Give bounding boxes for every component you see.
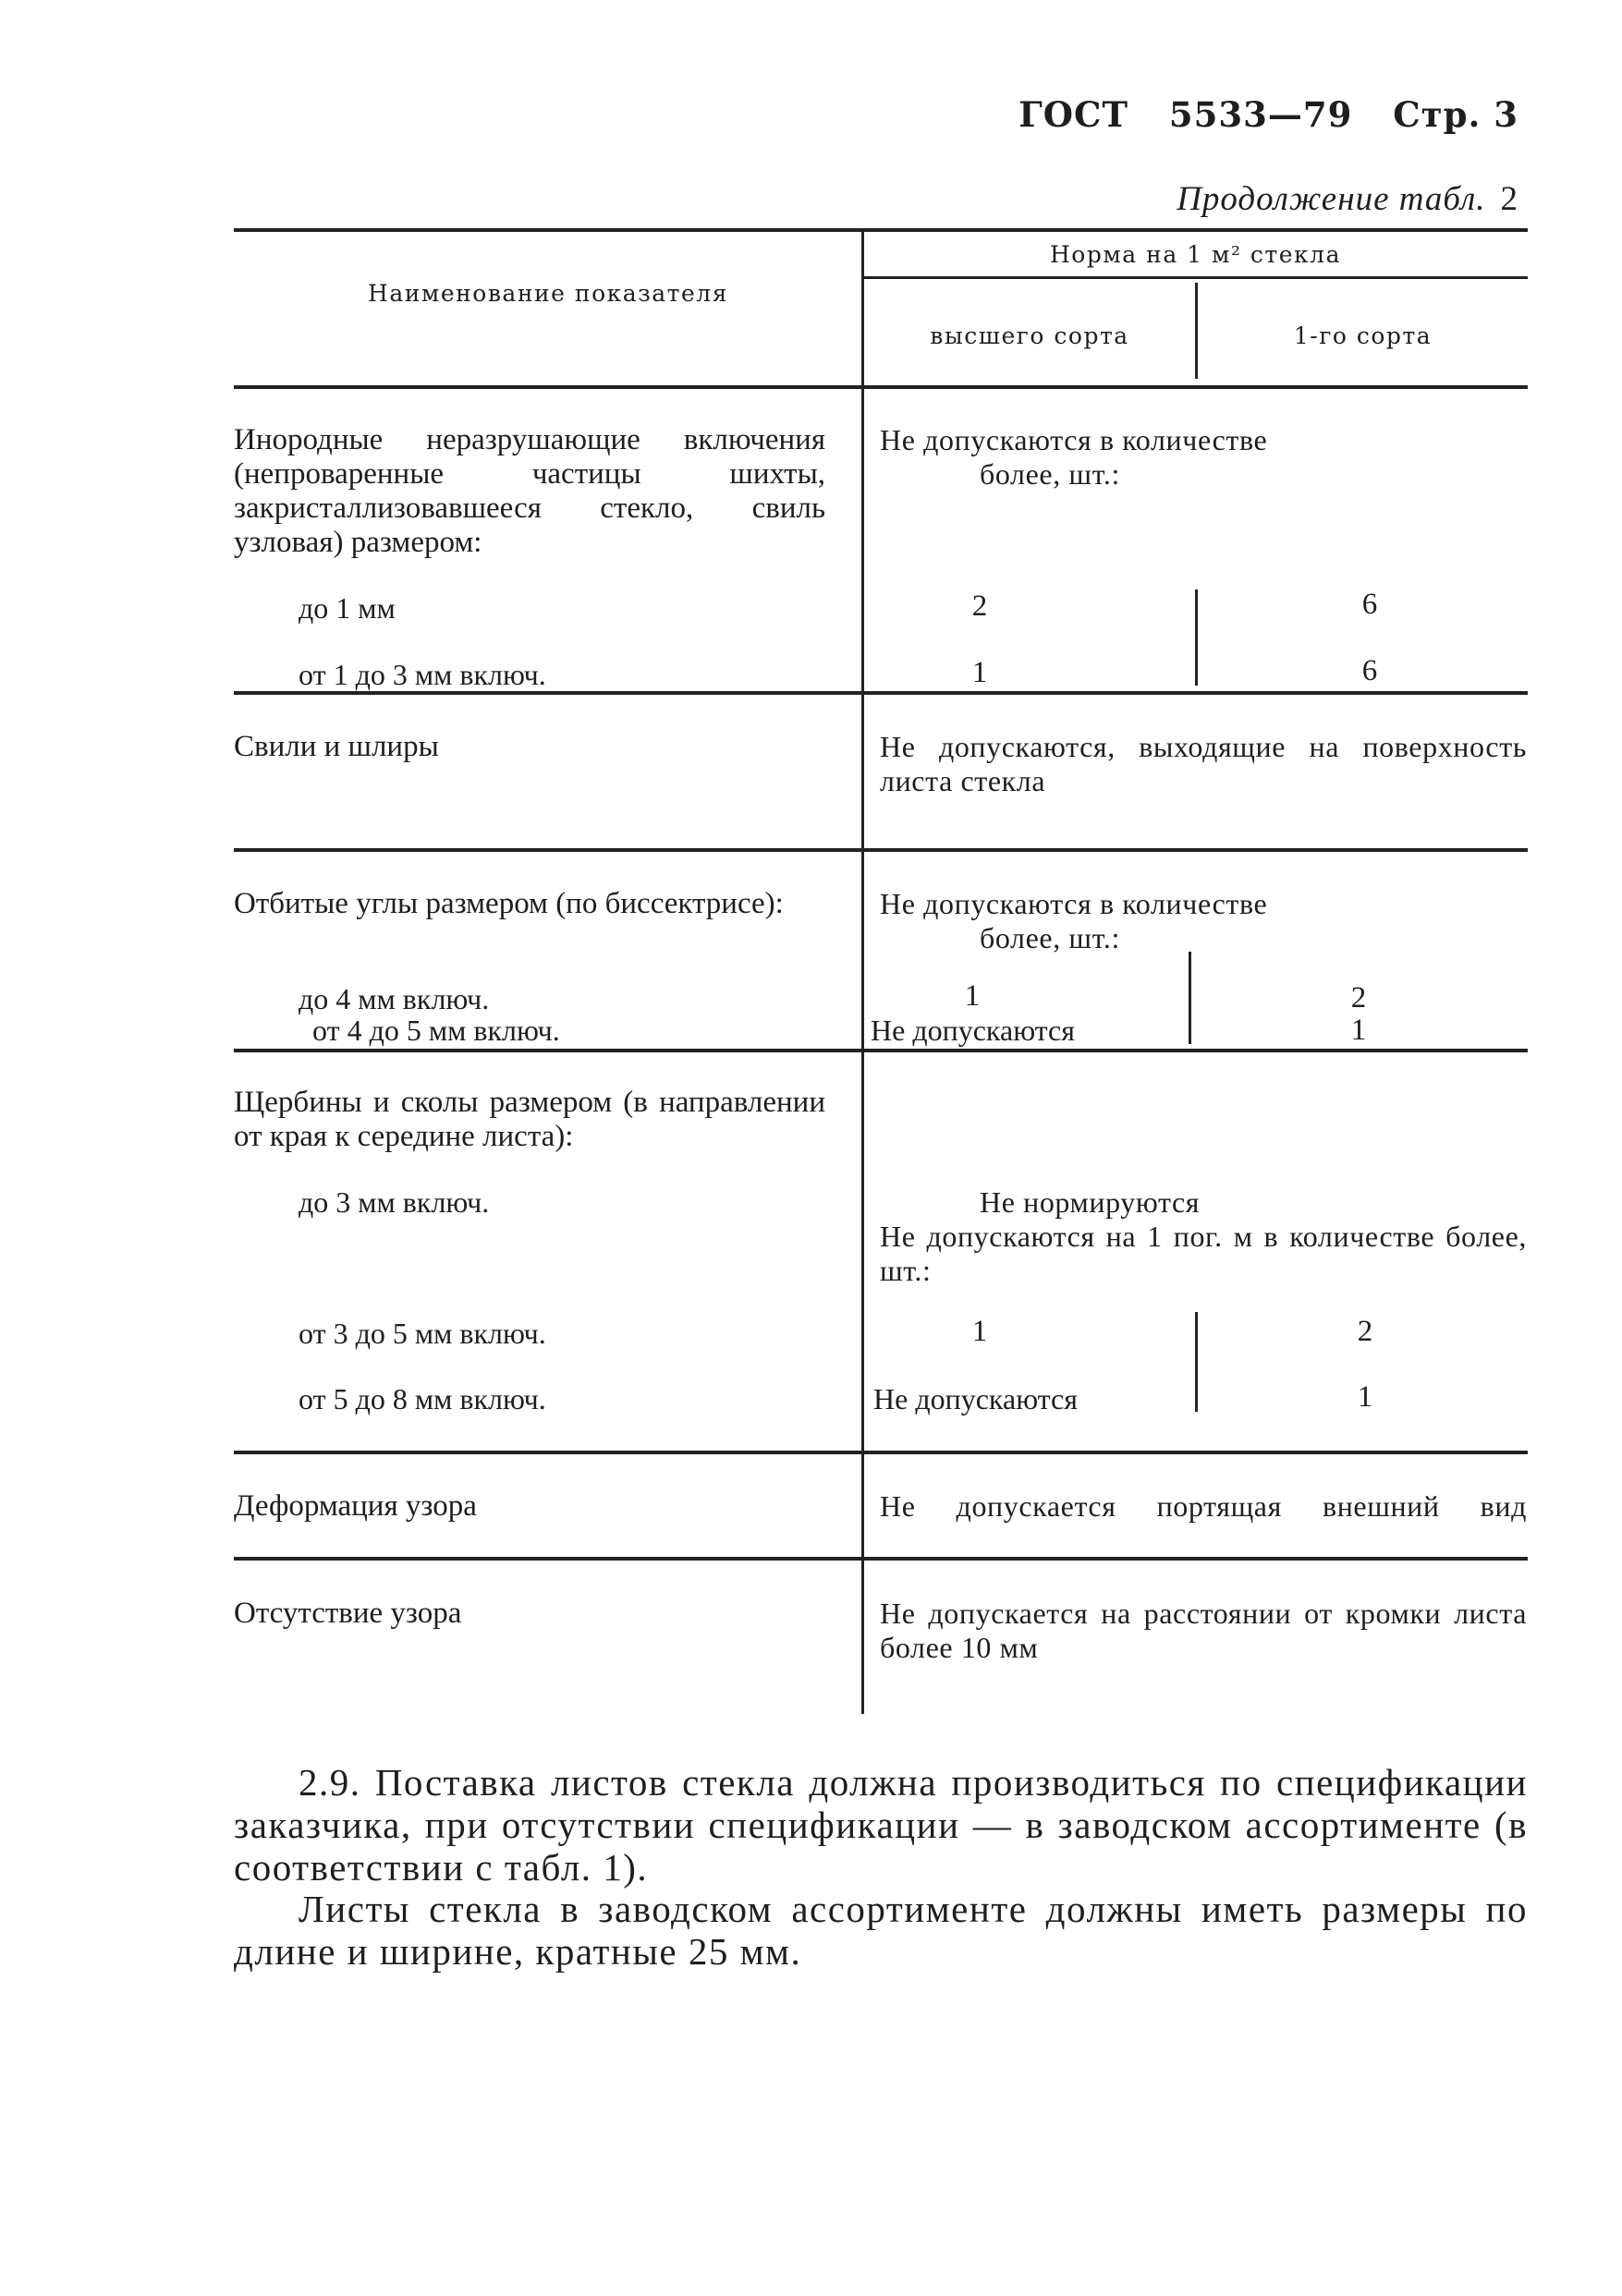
table-continuation-label xyxy=(1177,179,1518,219)
row-3-norm-cont: более, шт.: xyxy=(980,921,1120,954)
row-4-sub-2-label: от 3 до 5 мм включ. xyxy=(299,1317,546,1350)
standard-number: 5533—79 xyxy=(1168,94,1353,135)
row-4-sub-2-high: 1 xyxy=(971,1315,988,1348)
table-top-rule xyxy=(234,228,1528,232)
row-2-bottom-rule xyxy=(234,848,1528,852)
row-3-bottom-rule xyxy=(234,1049,1528,1052)
row-2-name: Свили и шлиры xyxy=(234,730,439,763)
row-3-sub-2-first: 1 xyxy=(1350,1014,1367,1047)
column-header-norm: Норма на 1 м² стекла xyxy=(1050,241,1341,268)
row-4-name: Щербины и сколы размером (в направлении от края к середине листа): xyxy=(234,1086,825,1153)
row-4-sub-1-norm2: Не допускаются на 1 пог. м в количестве более, шт.: xyxy=(880,1220,1527,1287)
row-3-name: Отбитые углы размером (по биссектрисе): xyxy=(234,887,784,920)
row-1-sub-1-first: 6 xyxy=(1361,588,1378,621)
row-1-name: Инородные неразрушающие включения (непроваренные частицы шихты, закристаллизовавшееся стекло, свиль узловая) размером: xyxy=(234,423,825,559)
row-1-bottom-rule xyxy=(234,691,1528,695)
header-norm-rule xyxy=(863,276,1528,279)
page-header xyxy=(1018,94,1518,135)
row-4-sub-1-norm: Не нормируются xyxy=(980,1185,1201,1219)
row-4-sub-3-first: 1 xyxy=(1357,1380,1373,1414)
paragraph-2-9: 2.9. Поставка листов стекла должна производиться по спецификации заказчика, при отсутствии спецификации — в заводском ассортименте (в соответствии с табл. 1). xyxy=(234,1761,1528,1889)
row-4-grade-divider xyxy=(1195,1312,1198,1412)
column-header-grade-high: высшего сорта xyxy=(930,322,1129,349)
row-5-norm: Не допускается портящая внешний вид xyxy=(880,1489,1527,1523)
row-3-sub-2-high: Не допускаются xyxy=(871,1014,1075,1047)
row-3-sub-1-high: 1 xyxy=(964,979,981,1013)
row-3-sub-2-label: от 4 до 5 мм включ. xyxy=(312,1014,560,1047)
row-4-sub-3-high: Не допускаются xyxy=(873,1382,1078,1415)
row-3-grade-divider xyxy=(1189,952,1191,1044)
row-6-norm: Не допускается на расстоянии от кромки листа более 10 мм xyxy=(880,1597,1527,1664)
continuation-text: Продолжение табл. xyxy=(1177,180,1486,218)
column-header-name: Наименование показателя xyxy=(368,280,728,307)
column-header-grade-1: 1-го сорта xyxy=(1293,322,1433,349)
row-2-norm: Не допускаются, выходящие на поверхность листа стекла xyxy=(880,730,1527,797)
row-1-sub-2-label: от 1 до 3 мм включ. xyxy=(299,658,546,691)
row-6-name: Отсутствие узора xyxy=(234,1597,462,1630)
row-1-sub-1-high: 2 xyxy=(971,589,988,623)
row-4-sub-1-label: до 3 мм включ. xyxy=(299,1185,490,1219)
row-5-name: Деформация узора xyxy=(234,1489,477,1523)
header-grade-divider xyxy=(1195,283,1198,379)
row-4-sub-2-first: 2 xyxy=(1357,1315,1373,1348)
continuation-table-number: 2 xyxy=(1500,180,1518,218)
row-1-sub-2-first: 6 xyxy=(1361,654,1378,687)
column-divider xyxy=(861,231,864,1714)
header-bottom-rule xyxy=(234,385,1528,389)
row-5-bottom-rule xyxy=(234,1557,1528,1561)
row-1-grade-divider xyxy=(1195,589,1198,686)
row-1-norm-cont: более, шт.: xyxy=(980,457,1120,491)
row-1-norm: Не допускаются в количестве xyxy=(880,423,1268,456)
row-4-sub-3-label: от 5 до 8 мм включ. xyxy=(299,1382,546,1415)
paragraph-sheet-sizes: Листы стекла в заводском ассортименте должны иметь размеры по длине и ширине, кратные 25 мм. xyxy=(234,1888,1528,1973)
row-3-norm: Не допускаются в количестве xyxy=(880,887,1268,920)
row-1-sub-2-high: 1 xyxy=(971,656,988,689)
page-number: Стр. 3 xyxy=(1393,94,1518,135)
standard-label: ГОСТ xyxy=(1018,94,1128,135)
row-3-sub-1-first: 2 xyxy=(1350,981,1367,1014)
row-1-sub-1-label: до 1 мм xyxy=(299,591,396,625)
row-3-sub-1-label: до 4 мм включ. xyxy=(299,982,490,1015)
row-4-bottom-rule xyxy=(234,1451,1528,1454)
